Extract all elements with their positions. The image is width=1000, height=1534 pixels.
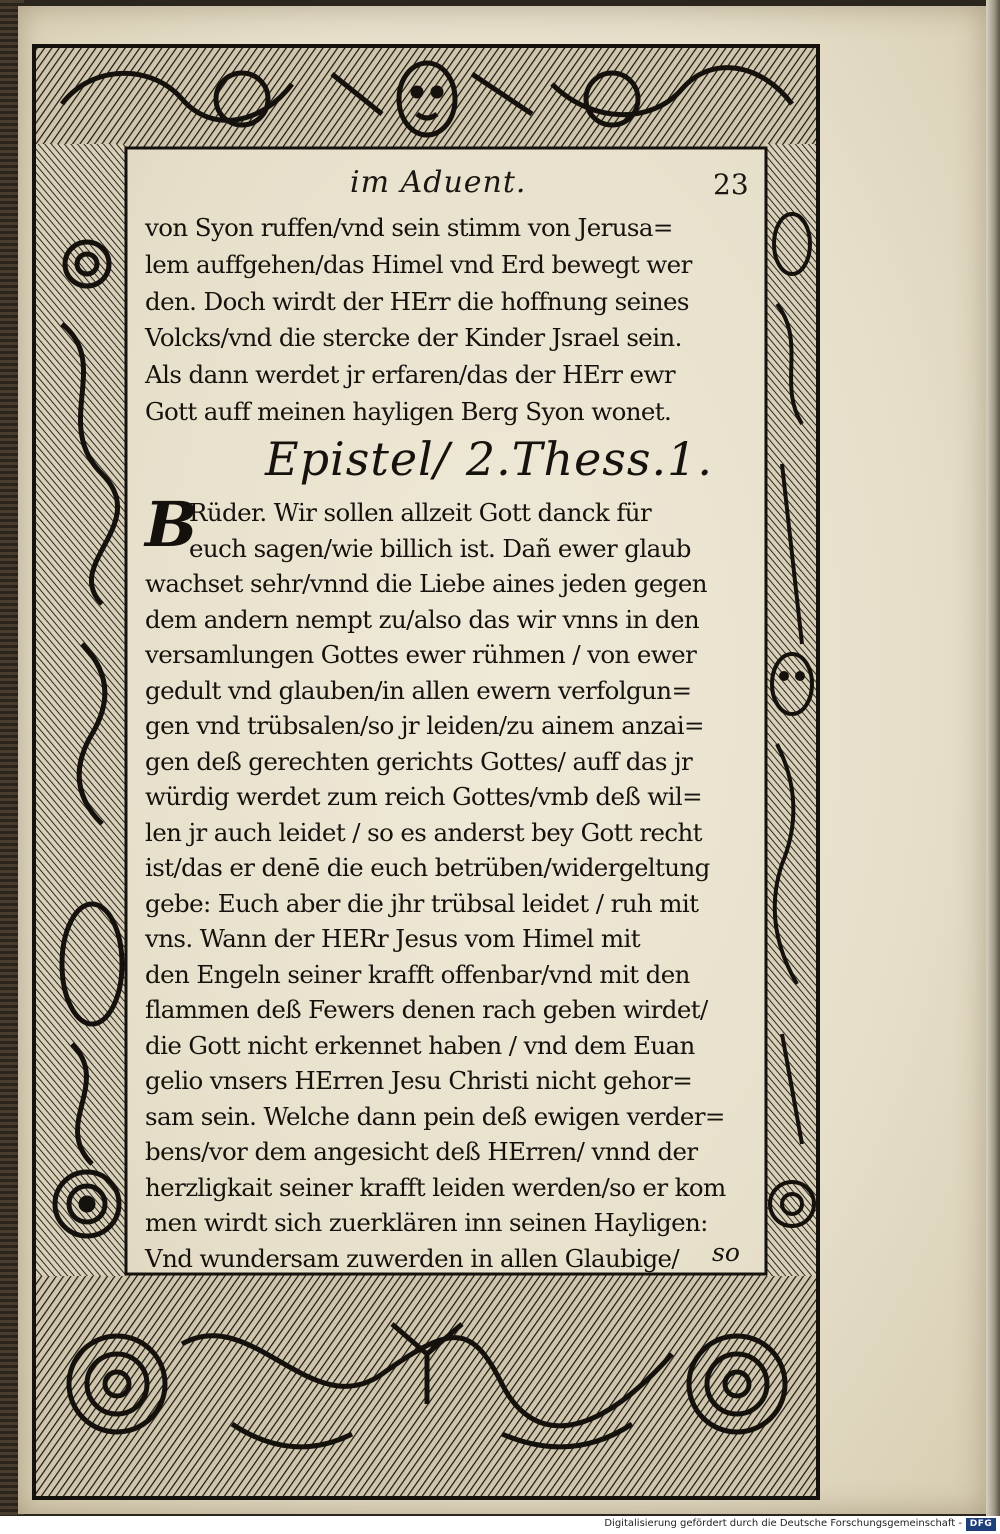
text-line: bens/vor dem angesicht deß HErren/ vnnd der — [145, 1137, 698, 1166]
page-right-edge — [986, 0, 1000, 1516]
text-line: Als dann werdet jr erfaren/das der HErr ewr — [145, 360, 675, 390]
text-line: vns. Wann der HERr Jesus vom Himel mit — [145, 924, 640, 953]
dfg-logo: DFG — [966, 1518, 996, 1531]
text-block-epistle — [145, 488, 765, 1276]
text-line: gedult vnd glauben/in allen ewern verfolgun= — [145, 675, 692, 705]
text-line: Gott auff meinen hayligen Berg Syon wonet. — [145, 396, 672, 426]
text-line: würdig werdet zum reich Gottes/vmb deß wil= — [145, 782, 703, 811]
text-line: gen vnd trübsalen/so jr leiden/zu ainem anzai= — [145, 711, 704, 740]
text-line: len jr auch leidet / so es anderst bey Gott recht — [145, 817, 702, 847]
text-line: Rüder. Wir sollen allzeit Gott danck für — [189, 498, 652, 527]
text-line: euch sagen/wie billich ist. Dañ ewer glaub — [189, 533, 691, 563]
page-number: 23 — [713, 168, 749, 201]
text-line: ist/das er denē die euch betrüben/widergeltung — [145, 853, 710, 882]
text-line: gen deß gerechten gerichts Gottes/ auff das jr — [145, 746, 693, 776]
text-line: die Gott nicht erkennet haben / vnd dem Euan — [145, 1030, 695, 1060]
text-line: von Syon ruffen/vnd sein stimm von Jerusa= — [145, 213, 673, 242]
text-block-top — [145, 210, 765, 431]
text-line: flammen deß Fewers denen rach geben wirdet/ — [145, 995, 708, 1024]
text-line: herzligkait seiner krafft leiden werden/so er kom — [145, 1172, 726, 1202]
text-line: den Engeln seiner krafft offenbar/vnd mit den — [145, 959, 690, 989]
catchword: so — [712, 1238, 740, 1267]
text-line: Volcks/vnd die stercke der Kinder Jsrael sein. — [145, 323, 682, 353]
text-line: gelio vnsers HErren Jesu Christi nicht gehor= — [145, 1066, 693, 1095]
text-line: wachset sehr/vnnd die Liebe aines jeden gegen — [145, 569, 707, 598]
text-line: dem andern nempt zu/also das wir vnns in den — [145, 604, 700, 634]
drop-initial: B — [145, 488, 198, 561]
text-line: lem auffgehen/das Himel vnd Erd bewegt wer — [145, 249, 692, 279]
text-line: den. Doch wirdt der HErr die hoffnung seines — [145, 286, 689, 316]
text-line: versamlungen Gottes ewer rühmen / von ewer — [145, 640, 697, 669]
funding-notice: Digitalisierung gefördert durch die Deutsche Forschungsgemeinschaft - — [604, 1518, 962, 1529]
text-line: men wirdt sich zuerklären inn seinen Hayligen: — [145, 1208, 708, 1237]
text-line: gebe: Euch aber die jhr trübsal leidet / ruh mit — [145, 888, 699, 918]
text-line: sam sein. Welche dann pein deß ewigen verder= — [145, 1101, 725, 1131]
text-line: Vnd wundersam zuwerden in allen Glaubige/ — [145, 1243, 680, 1273]
section-heading: Epistel/ 2.Thess.1. — [265, 432, 714, 486]
running-head: im Aduent. — [350, 165, 527, 200]
